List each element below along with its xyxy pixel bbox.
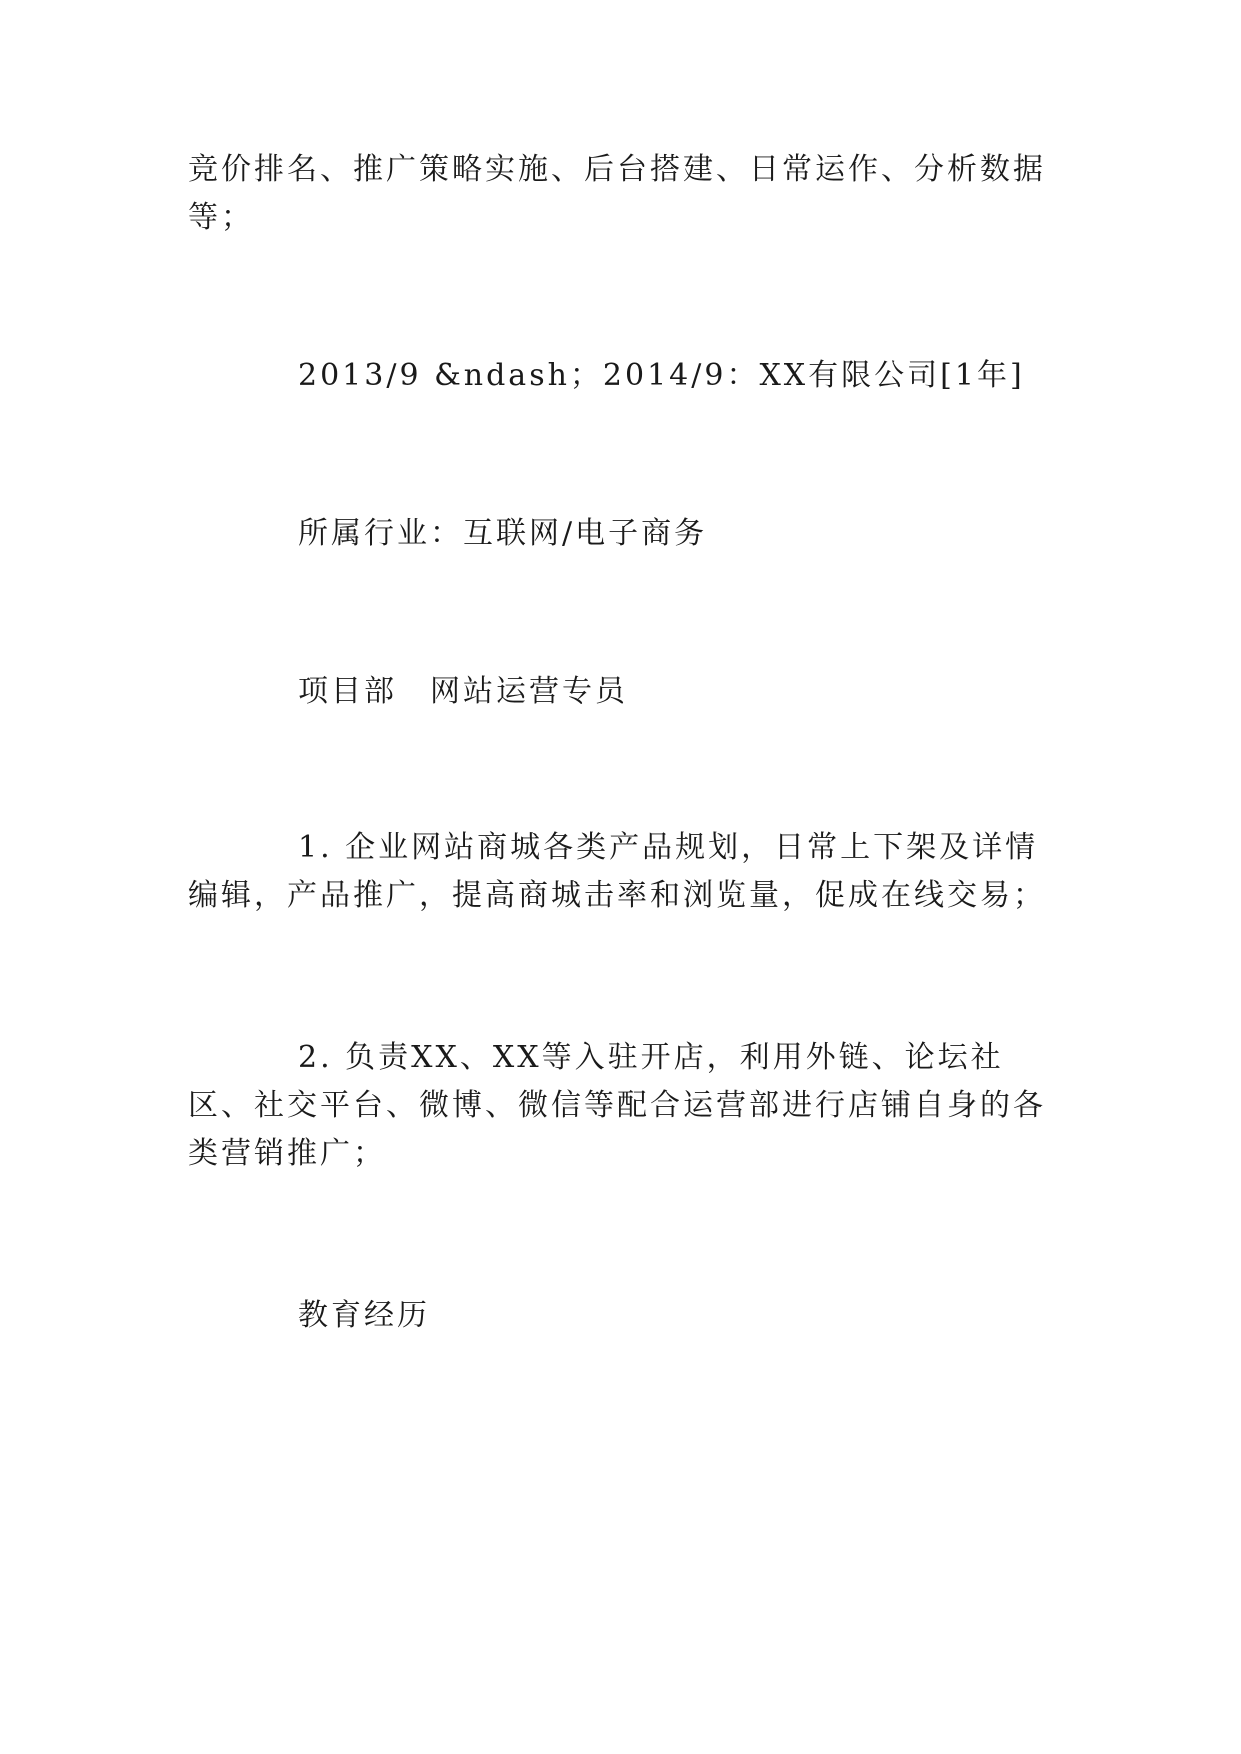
- paragraph-job-duties-continued: 竞价排名、推广策略实施、后台搭建、日常运作、分析数据等；: [188, 152, 1046, 235]
- paragraph-employment-period: 2013/9 &ndash；2014/9：XX有限公司[1年]: [298, 358, 1025, 393]
- paragraph-duty-2: 2. 负责XX、XX等入驻开店，利用外链、论坛社区、社交平台、微博、微信等配合运营部进行店铺自身的各类营销推广；: [188, 1040, 1046, 1171]
- section-heading-education: 教育经历: [298, 1298, 430, 1333]
- paragraph-position: 项目部 网站运营专员: [298, 674, 628, 709]
- paragraph-duty-1: 1. 企业网站商城各类产品规划，日常上下架及详情编辑，产品推广，提高商城击率和浏览量，促成在线交易；: [188, 830, 1046, 913]
- paragraph-industry: 所属行业：互联网/电子商务: [298, 516, 708, 551]
